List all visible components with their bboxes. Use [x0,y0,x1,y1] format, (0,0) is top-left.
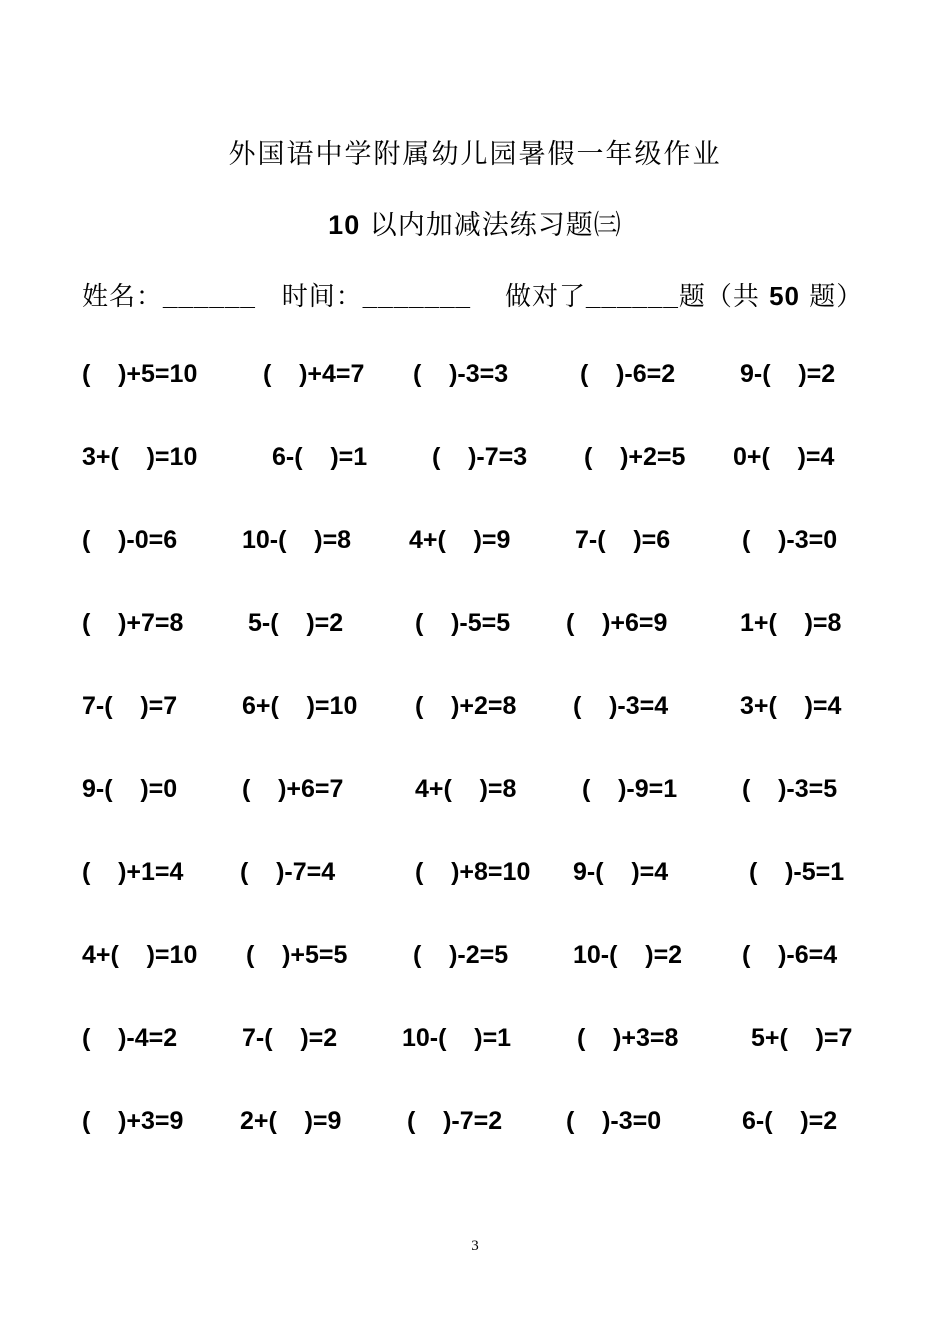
problem-9-2: 7-( )=2 [242,1024,338,1052]
problem-9-1: ( )-4=2 [82,1024,178,1052]
problem-5-4: ( )-3=4 [573,692,669,720]
problem-9-3: 10-( )=1 [402,1024,512,1052]
problem-4-5: 1+( )=8 [740,609,842,637]
correct-suffix: 题（共 [678,282,770,312]
problem-8-4: 10-( )=2 [573,941,683,969]
subtitle-text: 以内加减法练习题㈢ [360,210,622,241]
problem-1-3: ( )-3=3 [413,360,509,388]
problem-2-4: ( )+2=5 [584,443,686,471]
problem-3-1: ( )-0=6 [82,526,178,554]
problem-4-2: 5-( )=2 [248,609,344,637]
problem-4-4: ( )+6=9 [566,609,668,637]
problem-8-3: ( )-2=5 [413,941,509,969]
problem-8-1: 4+( )=10 [82,941,198,969]
problem-5-1: 7-( )=7 [82,692,178,720]
problem-10-4: ( )-3=0 [566,1107,662,1135]
name-label: 姓名： [82,282,164,312]
problem-5-5: 3+( )=4 [740,692,842,720]
problem-7-3: ( )+8=10 [415,858,531,886]
correct-blank: ______ [586,281,679,311]
student-info-line [82,276,882,313]
problem-7-4: 9-( )=4 [573,858,669,886]
problem-1-2: ( )+4=7 [263,360,365,388]
worksheet-title: 外国语中学附属幼儿园暑假一年级作业 [228,139,722,170]
problem-8-2: ( )+5=5 [246,941,348,969]
problem-2-2: 6-( )=1 [272,443,368,471]
problem-8-5: ( )-6=4 [742,941,838,969]
subtitle-number: 10 [328,210,361,240]
problem-9-5: 5+( )=7 [751,1024,853,1052]
problem-6-3: 4+( )=8 [415,775,517,803]
problem-6-1: 9-( )=0 [82,775,178,803]
problem-7-1: ( )+1=4 [82,858,184,886]
time-label: 时间： [281,282,363,312]
problem-2-3: ( )-7=3 [432,443,528,471]
problem-5-2: 6+( )=10 [242,692,358,720]
problem-3-5: ( )-3=0 [742,526,838,554]
problem-6-5: ( )-3=5 [742,775,838,803]
problem-10-3: ( )-7=2 [407,1107,503,1135]
total-count: 50 [769,281,800,311]
problem-10-2: 2+( )=9 [240,1107,342,1135]
problem-1-5: 9-( )=2 [740,360,836,388]
name-blank: ______ [163,281,256,311]
problem-7-5: ( )-5=1 [749,858,845,886]
problem-2-5: 0+( )=4 [733,443,835,471]
problem-4-3: ( )-5=5 [415,609,511,637]
problem-4-1: ( )+7=8 [82,609,184,637]
problem-6-4: ( )-9=1 [582,775,678,803]
problem-9-4: ( )+3=8 [577,1024,679,1052]
worksheet-subtitle [0,203,950,242]
total-suffix: 题） [800,282,864,312]
problem-10-5: 6-( )=2 [742,1107,838,1135]
problem-1-1: ( )+5=10 [82,360,198,388]
correct-label: 做对了 [505,282,587,312]
problem-6-2: ( )+6=7 [242,775,344,803]
problem-5-3: ( )+2=8 [415,692,517,720]
time-blank: _______ [362,281,472,311]
problem-10-1: ( )+3=9 [82,1107,184,1135]
problem-2-1: 3+( )=10 [82,443,198,471]
problem-3-4: 7-( )=6 [575,526,671,554]
page-number: 3 [471,1238,479,1254]
problem-3-2: 10-( )=8 [242,526,352,554]
problem-1-4: ( )-6=2 [580,360,676,388]
problem-3-3: 4+( )=9 [409,526,511,554]
problem-7-2: ( )-7=4 [240,858,336,886]
